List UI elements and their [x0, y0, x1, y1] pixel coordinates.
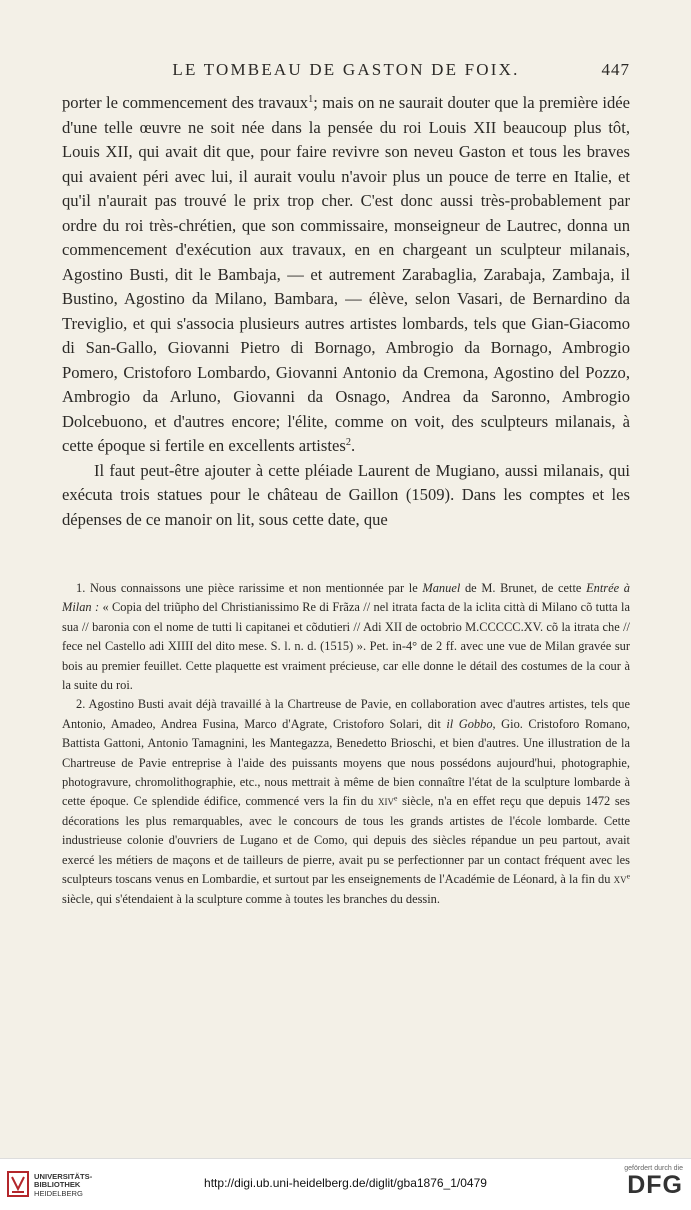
paragraph-2: Il faut peut-être ajouter à cette pléiade Laurent de Mugiano, aussi milanais, qui exécuta trois statues pour le château de Gaillon (1509). Dans les comptes et les dépenses de ce manoir on lit, sous cette date, que: [62, 460, 630, 529]
library-name-line-1: UNIVERSITÄTS-: [34, 1172, 93, 1181]
library-name-line-3: HEIDELBERG: [34, 1188, 83, 1198]
dfg-logo-text: DFG: [627, 1171, 683, 1199]
footnote-ref-1: 1: [308, 93, 314, 105]
footnote-2: [62, 695, 630, 908]
footnote-1: [62, 579, 630, 695]
footnote-2-italic-gobbo: il Gobbo,: [446, 716, 496, 731]
footnote-1-text-a: 1. Nous connaissons une pièce rarissime et non mentionnée par le: [76, 581, 423, 595]
permalink-url[interactable]: http://digi.ub.uni-heidelberg.de/diglit/gba1876_1/0479: [204, 1176, 487, 1190]
footnote-2-century-15: xv: [613, 872, 627, 887]
footnote-1-text-b: de M. Brunet, de cette: [460, 581, 587, 595]
paragraph-1-end: .: [350, 436, 356, 455]
footnote-ref-2: 2: [345, 436, 351, 448]
footnote-2-century-14: xiv: [378, 794, 395, 809]
library-name-line-2: BIBLIOTHEK: [34, 1180, 81, 1190]
running-header: [62, 60, 630, 84]
running-title: LE TOMBEAU DE GASTON DE FOIX.: [172, 60, 520, 79]
footnote-2-text-b: Gio. Cristoforo Romano, Battista Gattoni, Antonio Tamagnini, les Mantegazza, Benedetto Brioschi, et bien d'autres. Une illustration de la Chartreuse de Pavie entreprise à l'aide des puissants moyens que nous possédons aujourd'hui, photographie, photogravure, chromolithographie, etc., nous mettrait à même de bien connaître l'état de la sculpture lombarde à cette époque. Ce splendide édifice, commencé vers la fin du: [62, 716, 631, 809]
page-number: 447: [601, 60, 630, 79]
viewer-footer: [0, 1158, 691, 1210]
main-text: [62, 91, 630, 532]
footnote-2-sup-2: e: [626, 871, 630, 881]
footnotes: [62, 579, 630, 909]
footnote-1-italic-manuel: Manuel: [422, 581, 461, 595]
footnote-2-sup-1: e: [394, 793, 398, 803]
paragraph-1: [62, 91, 630, 459]
footnote-2-text-d: siècle, qui s'étendaient à la sculpture comme à toutes les branches du dessin.: [62, 891, 440, 906]
paragraph-1-start: porter le commencement des travaux: [62, 93, 309, 112]
paragraph-1-body: ; mais on ne saurait douter que la première idée d'une telle œuvre ne soit née dans la pensée du roi Louis XII beaucoup plus tôt, Louis XII, qui avait dit que, pour faire revivre son neveu Gaston et tous les braves qui avaient péri avec lui, il aurait voulu n'avoir plus un pouce de terre en Italie, et qu'il n'aurait pas trouvé le prix trop cher. C'est donc aussi très-probablement par ordre du roi très-chrétien, que son commissaire, monseigneur de Lautrec, donna un commencement d'exécution aux travaux, en en chargeant un sculpteur milanais, Agostino Busti, dit le Bambaja, — et autrement Zarabaglia, Zarabaja, Zambaja, il Bustino, Agostino da Milano, Bambara, — élève, selon Vasari, de Bernardino da Treviglio, et qui s'associa plusieurs autres artistes lombards, tels que Gian-Giacomo di San-Gallo, Giovanni Pietro di Bornago, Ambrogio da Bornago, Ambrogio Pomero, Cristoforo Lombardo, Giovanni Antonio da Cremona, Agostino del Pozzo, Ambrogio da Arluno, Giovanni da Osnago, Andrea da Saronno, Ambrogio Dolcebuono, et d'autres encore; l'élite, comme on voit, des sculpteurs milanais, à cette époque si fertile en excellents artistes: [62, 93, 630, 455]
footnote-1-text-c: « Copia del triũpho del Christianissimo Re di Frãza // nel itrata facta de la iclita città di Milano cõ tutta la sua // baronia con el nome de tutti li capitanei et cõdutieri // Adi XII de octobrio M.CCCCC.XV. cõ la itrata che // fece nel Castello adi XIIII del dito mese. S. l. n. d. (1515) ». Pet. in-4° de 2 ff. avec une vue de Milan gravée sur bois au premier feuillet. Cette plaquette est vraiment précieuse, car elle donne le détail des costumes de la cour à la suite du roi.: [62, 600, 630, 693]
footnote-1-italic-title: Entrée à Milan :: [62, 581, 631, 615]
dfg-logo[interactable]: [603, 1165, 683, 1205]
footnote-2-text-c: siècle, n'a en effet reçu que depuis 1472 ses décorations les plus remarquables, avec le concours de tous les grands artistes de l'école lombarde. Cette industrieuse colonie d'ouvriers de Lugano et de Como, qui depuis des siècles répandue un peu partout, avait exercé les métiers de maçons et de tailleurs de pierre, avait pu se perfectionner par un contact fréquent avec les sculpteurs toscans venus en Lombardie, et surtout par les enseignements de l'Académie de Léonard, à la fin du: [62, 794, 630, 887]
funder-caption: gefördert durch die: [624, 1165, 683, 1172]
footnote-2-text-a: 2. Agostino Busti avait déjà travaillé à la Chartreuse de Pavie, en collaboration avec d'autres artistes, tels que Antonio, Amadeo, Andrea Fusina, Marco d'Agrate, Cristoforo Solari, dit: [62, 697, 630, 731]
